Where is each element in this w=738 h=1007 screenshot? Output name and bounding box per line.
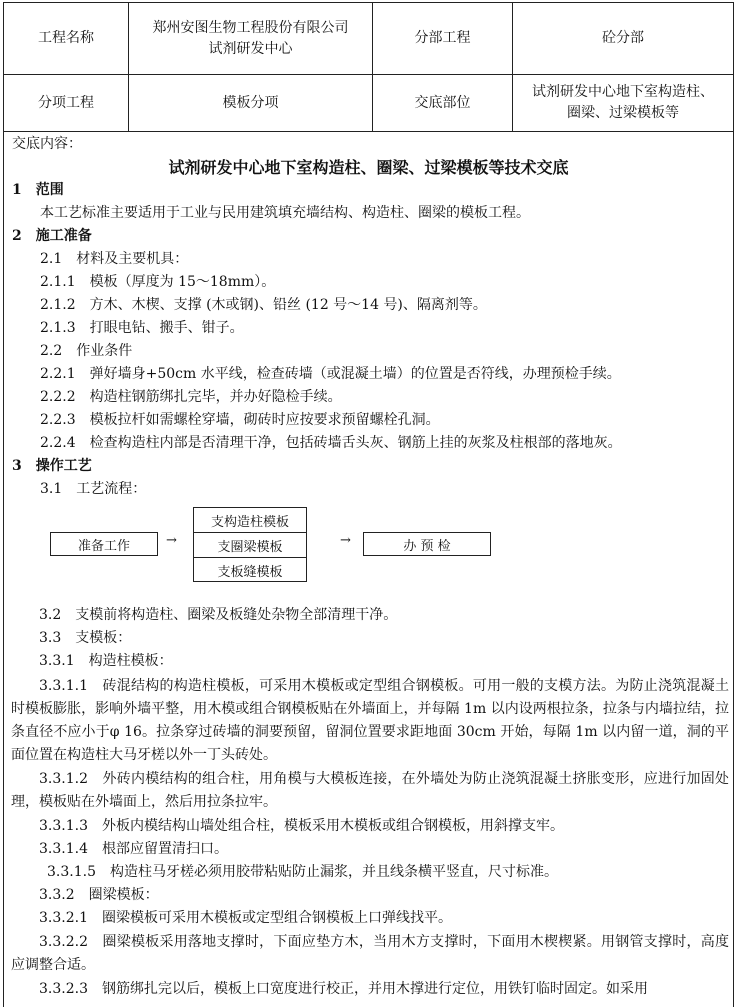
section-3-3-2-3: 3.3.2.3 钢筋绑扎完以后，模板上口宽度进行校正，并用木撑进行定位，用铁钉临时固定。如采用: [39, 981, 648, 997]
section-2-2-2: 2.2.2 构造柱钢筋绑扎完毕，并办好隐检手续。: [40, 389, 342, 405]
subitem-label: 分项工程: [38, 94, 94, 111]
section-3-3-1-2: 3.3.1.2 外砖内模结构的组合柱，用角模与大模板连接，在外墙处为防止浇筑混凝土挤胀变形，应进行加固处理，模板贴在外墙面上，然后用拉条拉牢。: [11, 771, 729, 810]
section-2-1-2: 2.1.2 方木、木楔、支撑 (木或钢)、铅丝 (12 号～14 号)、隔离剂等。: [40, 297, 487, 313]
location-line1: 试剂研发中心地下室构造柱、: [532, 84, 714, 100]
section-3-3-1-1: 3.3.1.1 砖混结构的构造柱模板，可采用木模板或定型组合钢模板。可用一般的支模方法。为防止浇筑混凝土时模板膨胀，影响外墙平整，用木模或组合钢模板贴在外墙面上，并每隔 1m 以内设两根拉条，拉条与内墙拉结，拉条直径不应小于φ 16。拉条穿过砖墙的洞要预留，留洞位置要求距地面 30cm 开始，每隔 1m 以内留一道，洞的平面位置在构造柱大马牙槎以外一丁头砖处。: [11, 678, 729, 763]
section-1-heading: 1 范围: [12, 182, 64, 198]
division-value: 砼分部: [602, 30, 644, 46]
location-label: 交底部位: [414, 94, 471, 111]
section-3-3-1: 3.3.1 构造柱模板：: [39, 653, 173, 669]
project-name-label: 工程名称: [38, 30, 94, 46]
flow-group-box: [193, 507, 307, 582]
section-2-2-3: 2.2.3 模板拉杆如需螺栓穿墙，砌砖时应按要求预留螺栓孔洞。: [40, 412, 440, 428]
section-2-heading: 2 施工准备: [12, 228, 92, 244]
section-2-2-4: 2.2.4 检查构造柱内部是否清理干净，包括砖墙舌头灰、钢筋上挂的灰浆及柱根部的落地灰。: [40, 435, 622, 451]
section-3-3-2: 3.3.2 圈梁模板：: [39, 887, 159, 903]
division-label: 分部工程: [414, 30, 471, 46]
section-3-2: 3.2 支模前将构造柱、圈梁及板缝处杂物全部清理干净。: [39, 607, 398, 623]
section-3-3-1-5: 3.3.1.5 构造柱马牙槎必须用胶带粘贴防止漏浆，并且线条横平竖直，尺寸标准。: [47, 864, 558, 880]
section-2-1-3: 2.1.3 打眼电钻、搬手、钳子。: [40, 320, 244, 336]
section-3-heading: 3 操作工艺: [12, 458, 92, 474]
subitem-value: 模板分项: [222, 94, 279, 111]
location-line2: 圈梁、过梁模板等: [567, 105, 679, 121]
header-table: [3, 2, 734, 132]
intro-label: 交底内容：: [12, 136, 82, 152]
flow-group-item-columns: 支构造柱模板: [194, 508, 306, 533]
flow-start-box: 准备工作: [50, 532, 158, 556]
document-title: 试剂研发中心地下室构造柱、圈梁、过梁模板等技术交底: [168, 158, 569, 177]
project-name-line1: 郑州安图生物工程股份有限公司: [152, 19, 349, 36]
section-3-3-1-4: 3.3.1.4 根部应留置清扫口。: [39, 841, 228, 857]
flow-group-item-slab-joint: 支板缝模板: [217, 564, 283, 580]
section-2-1-1: 2.1.1 模板（厚度为 15～18mm）。: [40, 274, 276, 290]
section-1-text: 本工艺标准主要适用于工业与民用建筑填充墙结构、构造柱、圈梁的模板工程。: [40, 205, 530, 221]
flow-group-item-ring-beam: 支圈梁模板: [194, 533, 306, 558]
section-3-3-2-2: 3.3.2.2 圈梁模板采用落地支撑时，下面应垫方木，当用木方支撑时，下面用木楔楔紧。用钢管支撑时，高度应调整合适。: [11, 934, 729, 973]
flow-arrow-2: →: [340, 533, 351, 548]
project-name-line2: 试剂研发中心: [208, 40, 293, 57]
flow-arrow-1: →: [166, 533, 177, 548]
section-3-3-1-3: 3.3.1.3 外板内模结构山墙处组合柱，模板采用木模板或组合钢模板，用斜撑支牢。: [39, 818, 564, 834]
section-3-3: 3.3 支模板：: [39, 630, 132, 646]
section-2-2-1: 2.2.1 弹好墙身+50cm 水平线，检查砖墙（或混凝土墙）的位置是否符线，办理预检手续。: [40, 366, 621, 382]
location-value: [513, 75, 733, 131]
section-3-1: 3.1 工艺流程：: [40, 481, 147, 497]
section-2-2: 2.2 作业条件: [40, 343, 133, 359]
flow-end-box: 办 预 检: [363, 532, 491, 556]
section-2-1: 2.1 材料及主要机具：: [40, 251, 189, 267]
project-name-value: [129, 3, 372, 74]
section-3-3-2-1: 3.3.2.1 圈梁模板可采用木模板或定型组合钢模板上口弹线找平。: [39, 910, 452, 926]
